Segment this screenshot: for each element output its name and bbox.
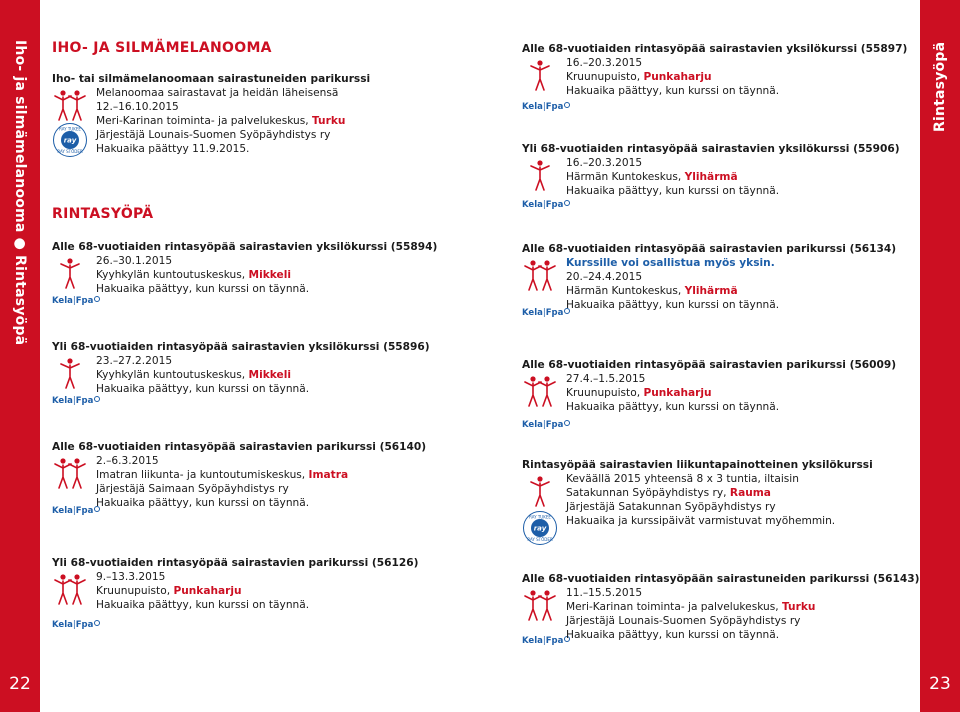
course-location bbox=[566, 284, 922, 298]
ray-logo-icon bbox=[52, 122, 88, 158]
kela-text: Kela bbox=[52, 620, 73, 630]
fpa-text: Fpa bbox=[545, 420, 564, 430]
fpa-text: Fpa bbox=[545, 102, 564, 112]
detail-line: Järjestäjä Satakunnan Syöpäyhdistys ry bbox=[566, 501, 776, 513]
location-city: Turku bbox=[312, 115, 346, 127]
course-block bbox=[522, 358, 922, 430]
detail-line: Järjestäjä Saimaan Syöpäyhdistys ry bbox=[96, 483, 289, 495]
course-block bbox=[52, 340, 462, 406]
location-city: Imatra bbox=[308, 469, 349, 481]
course-title: Alle 68-vuotiaiden rintasyöpään sairastuneiden parikurssi (56143) bbox=[522, 573, 920, 585]
course-details bbox=[566, 256, 922, 312]
fpa-text: Fpa bbox=[75, 396, 94, 406]
section-heading-breast-cancer: RINTASYÖPÄ bbox=[52, 206, 154, 222]
course-location bbox=[566, 170, 922, 184]
ray-logo-icon bbox=[522, 510, 558, 546]
detail-line: 16.–20.3.2015 bbox=[566, 157, 643, 169]
location-name: Kruunupuisto, bbox=[96, 585, 174, 597]
single-figure-icon bbox=[522, 474, 558, 510]
kela-logo: Kela|Fpa bbox=[52, 296, 100, 306]
couple-figure-icon bbox=[52, 572, 88, 608]
location-name: Imatran liikunta- ja kuntoutumiskeskus, bbox=[96, 469, 309, 481]
kela-logo: Kela|Fpa bbox=[52, 506, 100, 516]
location-name: Kruunupuisto, bbox=[566, 71, 644, 83]
course-title: Alle 68-vuotiaiden rintasyöpää sairastavien yksilökurssi (55897) bbox=[522, 43, 908, 55]
section-heading-melanoma: IHO- JA SILMÄMELANOOMA bbox=[52, 40, 272, 56]
kela-logo: Kela|Fpa bbox=[52, 396, 100, 406]
kela-text: Kela bbox=[52, 296, 73, 306]
location-city: Mikkeli bbox=[248, 269, 291, 281]
kela-logo: Kela|Fpa bbox=[522, 200, 570, 210]
detail-line: Melanoomaa sairastavat ja heidän läheisensä bbox=[96, 87, 339, 99]
detail-line: 9.–13.3.2015 bbox=[96, 571, 166, 583]
detail-line: 2.–6.3.2015 bbox=[96, 455, 159, 467]
couple-figure-icon bbox=[52, 456, 88, 492]
location-name: Kyyhkylän kuntoutuskeskus, bbox=[96, 369, 249, 381]
course-block bbox=[522, 458, 922, 542]
kela-logo: Kela|Fpa bbox=[522, 308, 570, 318]
location-name: Kyyhkylän kuntoutuskeskus, bbox=[96, 269, 249, 281]
ray-top-text: RAY TUKEE bbox=[59, 126, 81, 132]
kela-text: Kela bbox=[522, 420, 543, 430]
detail-line: Hakuaika päättyy, kun kurssi on täynnä. bbox=[566, 629, 780, 641]
location-city: Mikkeli bbox=[248, 369, 291, 381]
course-title: Rintasyöpää sairastavien liikuntapainotteinen yksilökurssi bbox=[522, 459, 873, 471]
location-city: Turku bbox=[782, 601, 816, 613]
course-details bbox=[566, 56, 922, 98]
course-details bbox=[566, 372, 922, 414]
location-city: Ylihärmä bbox=[684, 171, 738, 183]
course-details bbox=[566, 586, 922, 642]
detail-line: Hakuaika ja kurssipäivät varmistuvat myöhemmin. bbox=[566, 515, 836, 527]
detail-line: Hakuaika päättyy, kun kurssi on täynnä. bbox=[566, 185, 780, 197]
course-title: Yli 68-vuotiaiden rintasyöpää sairastavien parikurssi (56126) bbox=[52, 557, 419, 569]
couple-figure-icon bbox=[52, 88, 88, 124]
course-title: Alle 68-vuotiaiden rintasyöpää sairastavien parikurssi (56140) bbox=[52, 441, 427, 453]
fpa-text: Fpa bbox=[75, 620, 94, 630]
detail-line: 27.4.–1.5.2015 bbox=[566, 373, 646, 385]
kela-logo: Kela|Fpa bbox=[522, 420, 570, 430]
location-city: Punkaharju bbox=[643, 71, 712, 83]
course-location bbox=[566, 486, 922, 500]
course-location bbox=[96, 584, 462, 598]
detail-line: Järjestäjä Lounais-Suomen Syöpäyhdistys ry bbox=[566, 615, 801, 627]
single-figure-icon bbox=[522, 58, 558, 94]
right-sidebar-text: Rintasyöpä bbox=[932, 41, 948, 132]
page-number-left: 22 bbox=[9, 674, 31, 694]
single-figure-icon bbox=[522, 158, 558, 194]
course-details bbox=[96, 254, 462, 296]
detail-line: 11.–15.5.2015 bbox=[566, 587, 643, 599]
course-block bbox=[52, 240, 462, 306]
page-number-right: 23 bbox=[929, 674, 951, 694]
fpa-text: Fpa bbox=[75, 296, 94, 306]
single-figure-icon bbox=[52, 356, 88, 392]
right-sidebar bbox=[920, 0, 960, 712]
ray-top-text: RAY TUKEE bbox=[529, 514, 551, 520]
kela-mark-icon bbox=[94, 396, 100, 402]
detail-line: 16.–20.3.2015 bbox=[566, 57, 643, 69]
location-name: Härmän Kuntokeskus, bbox=[566, 171, 685, 183]
location-city: Rauma bbox=[729, 487, 771, 499]
ray-bottom-text: RAY STÖDER bbox=[57, 149, 83, 154]
course-location bbox=[566, 70, 922, 84]
left-sidebar-text: Iho- ja silmämelanooma ● Rintasyöpä bbox=[12, 40, 28, 346]
ray-mid-text: ray bbox=[533, 524, 547, 533]
fpa-text: Fpa bbox=[545, 636, 564, 646]
kela-mark-icon bbox=[94, 620, 100, 626]
course-location bbox=[96, 114, 462, 128]
location-name: Satakunnan Syöpäyhdistys ry, bbox=[566, 487, 730, 499]
detail-line: Järjestäjä Lounais-Suomen Syöpäyhdistys ry bbox=[96, 129, 331, 141]
course-title: Yli 68-vuotiaiden rintasyöpää sairastavien yksilökurssi (55906) bbox=[522, 143, 900, 155]
detail-line: Hakuaika päättyy, kun kurssi on täynnä. bbox=[96, 497, 310, 509]
kela-text: Kela bbox=[522, 636, 543, 646]
kela-mark-icon bbox=[94, 296, 100, 302]
fpa-text: Fpa bbox=[545, 200, 564, 210]
location-name: Meri-Karinan toiminta- ja palvelukeskus, bbox=[566, 601, 782, 613]
detail-line: Hakuaika päättyy, kun kurssi on täynnä. bbox=[96, 283, 310, 295]
course-block bbox=[522, 572, 922, 646]
detail-line: Hakuaika päättyy, kun kurssi on täynnä. bbox=[96, 383, 310, 395]
course-block bbox=[522, 242, 922, 318]
location-name: Meri-Karinan toiminta- ja palvelukeskus, bbox=[96, 115, 312, 127]
location-name: Härmän Kuntokeskus, bbox=[566, 285, 685, 297]
detail-line: Hakuaika päättyy, kun kurssi on täynnä. bbox=[566, 299, 780, 311]
detail-line: 20.–24.4.2015 bbox=[566, 271, 643, 283]
kela-text: Kela bbox=[522, 200, 543, 210]
course-block bbox=[52, 72, 462, 156]
location-city: Punkaharju bbox=[173, 585, 242, 597]
detail-line: 12.–16.10.2015 bbox=[96, 101, 179, 113]
kela-mark-icon bbox=[564, 420, 570, 426]
kela-mark-icon bbox=[564, 102, 570, 108]
course-block bbox=[522, 42, 922, 112]
detail-line: Hakuaika päättyy, kun kurssi on täynnä. bbox=[566, 85, 780, 97]
course-title: Iho- tai silmämelanoomaan sairastuneiden parikurssi bbox=[52, 73, 371, 85]
course-details bbox=[566, 156, 922, 198]
course-location bbox=[566, 386, 922, 400]
kela-logo: Kela|Fpa bbox=[522, 102, 570, 112]
left-sidebar bbox=[0, 0, 40, 712]
couple-figure-icon bbox=[522, 374, 558, 410]
course-location bbox=[96, 468, 462, 482]
location-name: Kruunupuisto, bbox=[566, 387, 644, 399]
course-details bbox=[96, 86, 462, 156]
course-note: Kurssille voi osallistua myös yksin. bbox=[566, 257, 775, 269]
ray-bottom-text: RAY STÖDER bbox=[527, 537, 553, 542]
course-location bbox=[96, 368, 462, 382]
detail-line: Hakuaika päättyy, kun kurssi on täynnä. bbox=[566, 401, 780, 413]
kela-mark-icon bbox=[564, 200, 570, 206]
detail-line: Hakuaika päättyy 11.9.2015. bbox=[96, 143, 250, 155]
location-city: Ylihärmä bbox=[684, 285, 738, 297]
course-details bbox=[96, 354, 462, 396]
course-location bbox=[96, 268, 462, 282]
ray-mid-text: ray bbox=[63, 136, 77, 145]
couple-figure-icon bbox=[522, 588, 558, 624]
kela-logo: Kela|Fpa bbox=[522, 636, 570, 646]
detail-line: 23.–27.2.2015 bbox=[96, 355, 173, 367]
course-location bbox=[566, 600, 922, 614]
kela-logo: Kela|Fpa bbox=[52, 620, 100, 630]
course-details bbox=[96, 570, 462, 612]
course-block bbox=[52, 556, 462, 630]
detail-line: Hakuaika päättyy, kun kurssi on täynnä. bbox=[96, 599, 310, 611]
fpa-text: Fpa bbox=[545, 308, 564, 318]
detail-line: 26.–30.1.2015 bbox=[96, 255, 173, 267]
course-title: Alle 68-vuotiaiden rintasyöpää sairastavien parikurssi (56009) bbox=[522, 359, 897, 371]
course-title: Yli 68-vuotiaiden rintasyöpää sairastavien yksilökurssi (55896) bbox=[52, 341, 430, 353]
location-city: Punkaharju bbox=[643, 387, 712, 399]
kela-text: Kela bbox=[522, 102, 543, 112]
kela-text: Kela bbox=[52, 396, 73, 406]
course-block bbox=[52, 440, 462, 516]
course-details bbox=[96, 454, 462, 510]
couple-figure-icon bbox=[522, 258, 558, 294]
course-title: Alle 68-vuotiaiden rintasyöpää sairastavien parikurssi (56134) bbox=[522, 243, 897, 255]
course-details bbox=[566, 472, 922, 528]
course-block bbox=[522, 142, 922, 210]
course-title: Alle 68-vuotiaiden rintasyöpää sairastavien yksilökurssi (55894) bbox=[52, 241, 438, 253]
single-figure-icon bbox=[52, 256, 88, 292]
kela-text: Kela bbox=[52, 506, 73, 516]
detail-line: Keväällä 2015 yhteensä 8 x 3 tuntia, iltaisin bbox=[566, 473, 799, 485]
kela-text: Kela bbox=[522, 308, 543, 318]
fpa-text: Fpa bbox=[75, 506, 94, 516]
